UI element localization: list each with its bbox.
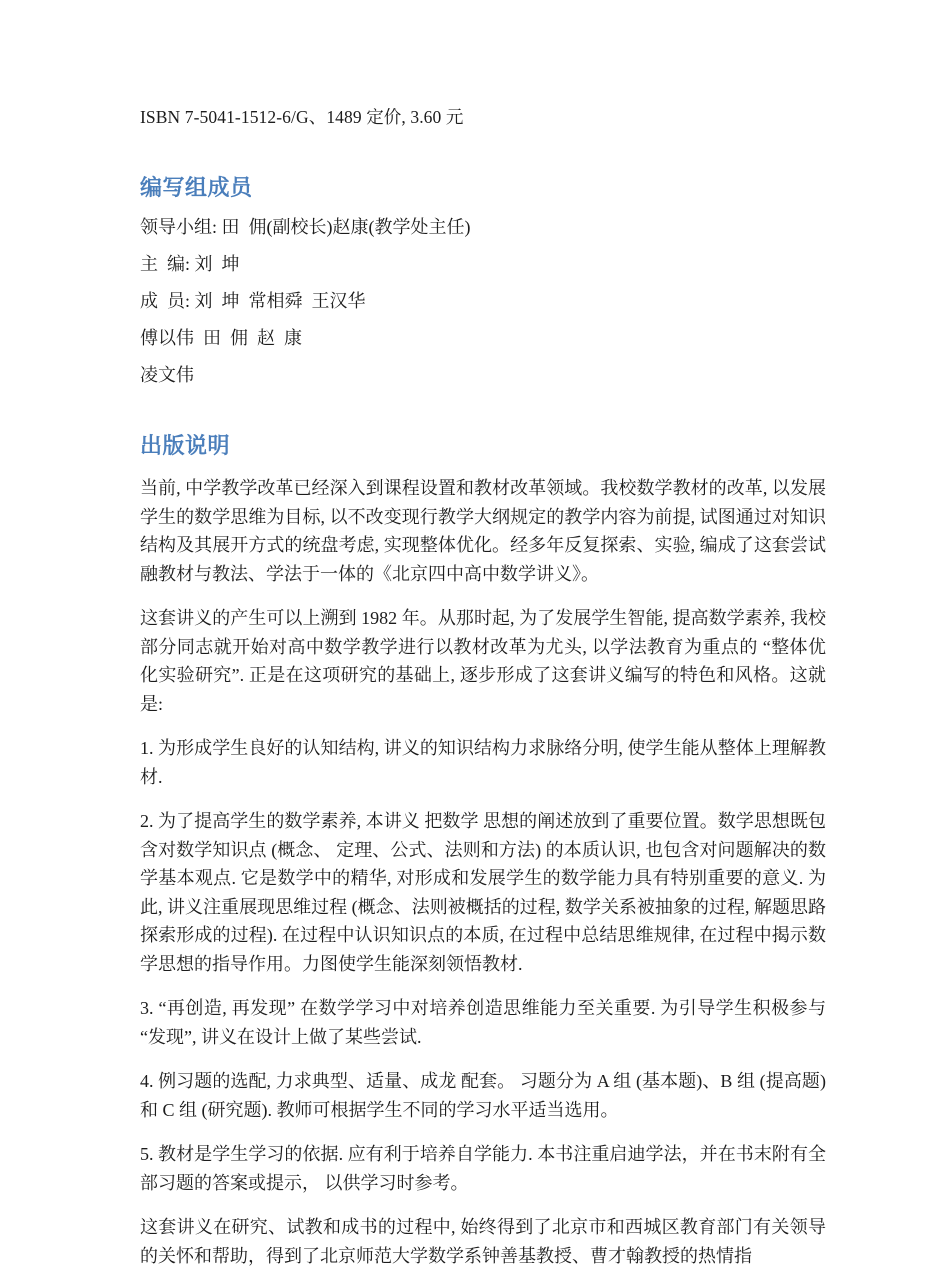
spacer	[140, 277, 826, 288]
credit-line-chief-editor: 主 编: 刘 坤	[140, 254, 240, 274]
document-content	[140, 104, 826, 1270]
spacer	[140, 978, 826, 994]
spacer	[140, 588, 826, 604]
spacer	[140, 1197, 826, 1213]
spacer	[140, 791, 826, 807]
spacer	[140, 314, 826, 325]
spacer	[140, 204, 826, 214]
paragraph: 当前, 中学教学改革已经深入到课程设置和教材改革领域。我校数学教材的改革, 以发展学生的数学思维为目标, 以不改变现行教学大纲规定的教学内容为前提, 试图通过对知识结构及其展开方式的统盘考虑, 实现整体优化。经多年反复探索、实验, 编成了这套尝试融教材与教法、学法于一体的《北京四中高中数学讲义》。	[140, 478, 826, 584]
credit-line-members-2: 傅以伟 田 佣 赵 康	[140, 328, 302, 348]
credit-line-members-3: 凌文伟	[140, 365, 194, 385]
spacer	[140, 1124, 826, 1140]
paragraph: 5. 教材是学生学习的依据. 应有利于培养自学能力. 本书注重启迪学法，并在书末附有全部习题的答案或提示， 以供学习时参考。	[140, 1144, 826, 1193]
spacer	[140, 388, 826, 432]
spacer	[140, 462, 826, 474]
credit-line-leadership: 领导小组: 田 佣(副校长)赵康(教学处主任)	[140, 217, 471, 237]
spacer	[140, 130, 826, 174]
credit-line-members-1: 成 员: 刘 坤 常相舜 王汉华	[140, 291, 366, 311]
spacer	[140, 718, 826, 734]
section-heading-publication-notes: 出版说明	[140, 434, 231, 459]
paragraph: 2. 为了提高学生的数学素养, 本讲义 把数学 思想的阐述放到了重要位置。数学思想既包含对数学知识点 (概念、 定理、公式、法则和方法) 的本质认识, 也包含对问题解决的数学基本观点. 它是数学中的精华, 对形成和发展学生的数学能力具有特别重要的意义. 为此, 讲义注重展现思维过程 (概念、法则被概括的过程, 数学关系被抽象的过程, 解题思路探索形成的过程). 在过程中认识知识点的本质, 在过程中总结思维规律, 在过程中揭示数学思想的指导作用。力图使学生能深刻领悟教材.	[140, 811, 826, 974]
spacer	[140, 1051, 826, 1067]
section-heading-editorial-team: 编写组成员	[140, 176, 253, 201]
paragraph: 1. 为形成学生良好的认知结构, 讲义的知识结构力求脉络分明, 使学生能从整体上理解教材.	[140, 738, 826, 787]
spacer	[140, 240, 826, 251]
paragraph: 这套讲义的产生可以上溯到 1982 年。从那时起, 为了发展学生智能, 提高数学素养, 我校部分同志就开始对高中数学教学进行以教材改革为尤头, 以学法教育为重点的 “整体优化实验研究”. 正是在这项研究的基础上, 逐步形成了这套讲义编写的特色和风格。这就是:	[140, 608, 826, 714]
isbn-line: ISBN 7-5041-1512-6/G、1489 定价, 3.60 元	[140, 107, 464, 127]
paragraph: 4. 例习题的选配, 力求典型、适量、成龙 配套。 习题分为 A 组 (基本题)、B 组 (提高题) 和 C 组 (研究题). 教师可根据学生不同的学习水平适当选用。	[140, 1071, 826, 1120]
paragraph: 这套讲义在研究、试教和成书的过程中, 始终得到了北京市和西城区教育部门有关领导的关怀和帮助，得到了北京师范大学数学系钟善基教授、曹才翰教授的热情指	[140, 1217, 826, 1266]
spacer	[140, 351, 826, 362]
paragraph: 3. “再创造, 再发现” 在数学学习中对培养创造思维能力至关重要. 为引导学生积极参与 “发现”, 讲义在设计上做了某些尝试.	[140, 998, 826, 1047]
